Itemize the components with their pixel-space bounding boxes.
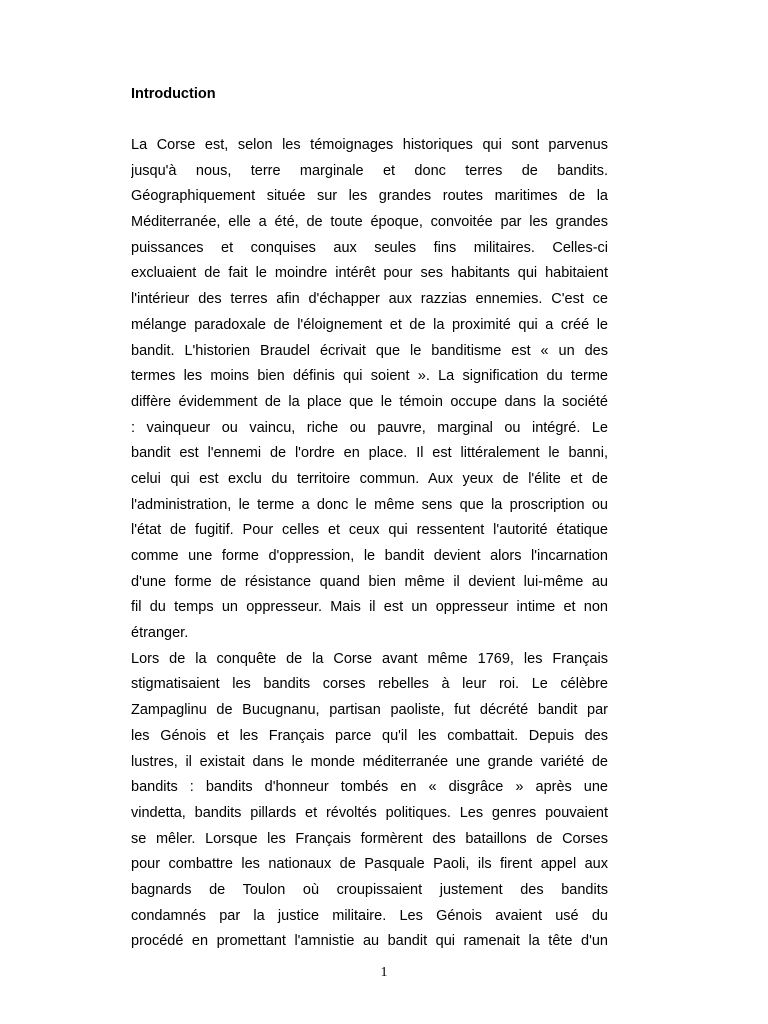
page-number: 1 (380, 965, 388, 980)
text-line: l'état de fugitif. Pour celles et ceux qui ressentent l'autorité étatique (131, 522, 608, 539)
text-line: d'une forme de résistance quand bien même il devient lui-même au (131, 573, 608, 590)
text-line: bagnards de Toulon où croupissaient justement des bandits (131, 881, 608, 898)
text-line: jusqu'à nous, terre marginale et donc terres de bandits. (131, 162, 608, 179)
text-line: étranger. (131, 625, 189, 642)
section-heading: Introduction (131, 86, 216, 102)
text-line: celui qui est exclu du territoire commun. Aux yeux de l'élite et de (131, 470, 608, 487)
text-line: termes les moins bien définis qui soient ». La signification du terme (131, 368, 608, 385)
text-line: bandit. L'historien Braudel écrivait que le banditisme est « un des (131, 342, 608, 359)
text-line: La Corse est, selon les témoignages historiques qui sont parvenus (131, 137, 608, 153)
text-line: l'intérieur des terres afin d'échapper aux razzias ennemies. C'est ce (131, 291, 608, 308)
text-line: procédé en promettant l'amnistie au bandit qui ramenait la tête d'un (131, 933, 608, 950)
text-line: vindetta, bandits pillards et révoltés politiques. Les genres pouvaient (131, 804, 608, 821)
text-line: condamnés par la justice militaire. Les Génois avaient usé du (131, 907, 608, 924)
text-line: bandits : bandits d'honneur tombés en « disgrâce » après une (131, 779, 608, 796)
text-line: mélange paradoxale de l'éloignement et de la proximité qui a créé le (131, 316, 608, 333)
text-line: stigmatisaient les bandits corses rebelles à leur roi. Le célèbre (131, 676, 608, 693)
text-line: comme une forme d'oppression, le bandit devient alors l'incarnation (131, 548, 608, 564)
text-line: diffère évidemment de la place que le témoin occupe dans la société (131, 393, 608, 410)
text-line: se mêler. Lorsque les Français formèrent des bataillons de Corses (131, 830, 608, 847)
body-text (131, 133, 608, 955)
text-line: Géographiquement située sur les grandes routes maritimes de la (131, 188, 608, 205)
text-line: Zampaglinu de Bucugnanu, partisan paoliste, fut décrété bandit par (131, 702, 608, 719)
text-line: les Génois et les Français parce qu'il les combattait. Depuis des (131, 727, 608, 744)
text-line: fil du temps un oppresseur. Mais il est un oppresseur intime et non (131, 599, 608, 616)
text-line: pour combattre les nationaux de Pasquale Paoli, ils firent appel aux (131, 856, 608, 873)
text-line: : vainqueur ou vaincu, riche ou pauvre, marginal ou intégré. Le (131, 419, 608, 436)
text-line: Méditerranée, elle a été, de toute époque, convoitée par les grandes (131, 214, 608, 231)
text-line: bandit est l'ennemi de l'ordre en place. Il est littéralement le banni, (131, 445, 608, 462)
text-line: l'administration, le terme a donc le même sens que la proscription ou (131, 496, 608, 513)
text-line: excluaient de fait le moindre intérêt pour ses habitants qui habitaient (131, 265, 608, 282)
text-line: Lors de la conquête de la Corse avant même 1769, les Français (131, 650, 608, 667)
text-line: lustres, il existait dans le monde méditerranée une grande variété de (131, 753, 608, 770)
text-line: puissances et conquises aux seules fins militaires. Celles-ci (131, 239, 608, 256)
